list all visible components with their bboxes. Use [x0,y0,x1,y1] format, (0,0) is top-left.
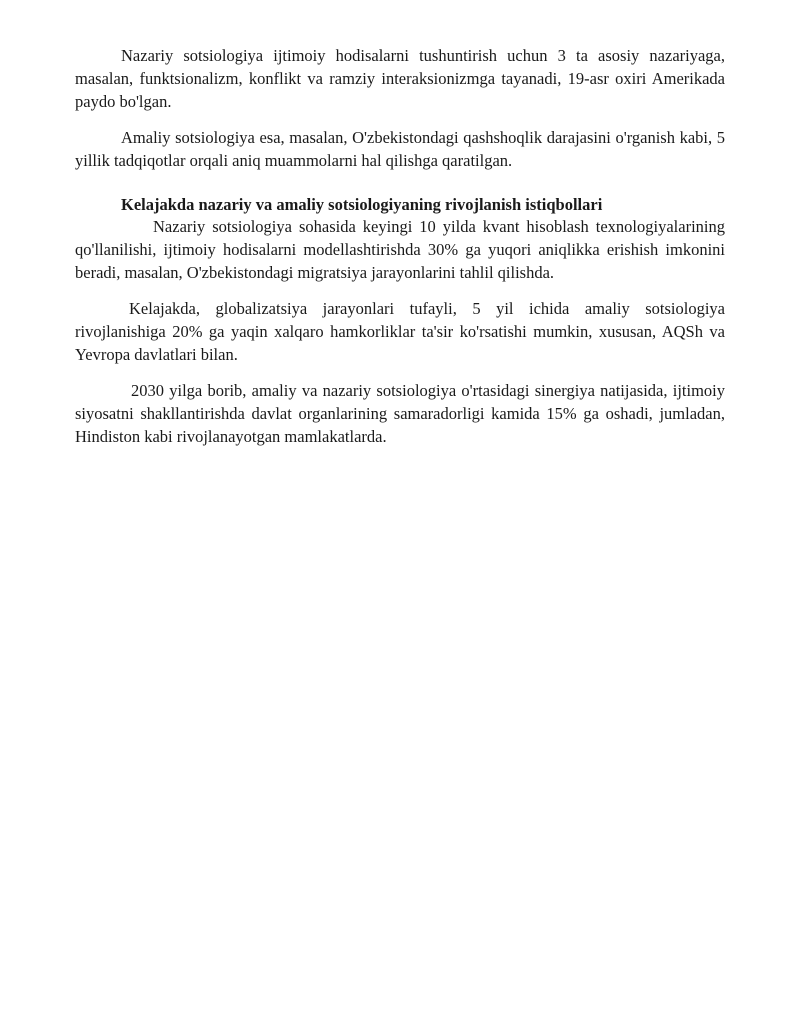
paragraph-future-theoretical: Nazariy sotsiologiya sohasida keyingi 10 yilda kvant hisoblash texnologiyalarining qo'llanilishi, ijtimoiy hodisalarni modellashtirishda 30% ga yuqori aniqlikka erishish imkonini beradi, masalan, O'zbekistondagi migratsiya jarayonlarini tahlil qilishda. [75,217,725,282]
paragraph-future-2030: 2030 yilga borib, amaliy va nazariy sotsiologiya o'rtasidagi sinergiya natijasida, ijtimoiy siyosatni shakllantirishda davlat organlarining samaradorligi kamida 15% ga oshadi, jumladan, Hindiston kabi rivojlanayotgan mamlakatlarda. [75,381,725,446]
document-page [75,44,725,461]
section-heading: Kelajakda nazariy va amaliy sotsiologiyaning rivojlanish istiqbollari [121,195,603,214]
paragraph-future-globalization: Kelajakda, globalizatsiya jarayonlari tufayli, 5 yil ichida amaliy sotsiologiya rivojlanishiga 20% ga yaqin xalqaro hamkorliklar ta'sir ko'rsatishi mumkin, xususan, AQSh va Yevropa davlatlari bilan. [75,299,725,364]
paragraph-theoretical-sociology: Nazariy sotsiologiya ijtimoiy hodisalarni tushuntirish uchun 3 ta asosiy nazariyaga, masalan, funktsionalizm, konflikt va ramziy interaksionizmga tayanadi, 19-asr oxiri Amerikada paydo bo'lgan. [75,46,725,111]
paragraph-applied-sociology: Amaliy sotsiologiya esa, masalan, O'zbekistondagi qashshoqlik darajasini o'rganish kabi, 5 yillik tadqiqotlar orqali aniq muammolarni hal qilishga qaratilgan. [75,128,725,170]
